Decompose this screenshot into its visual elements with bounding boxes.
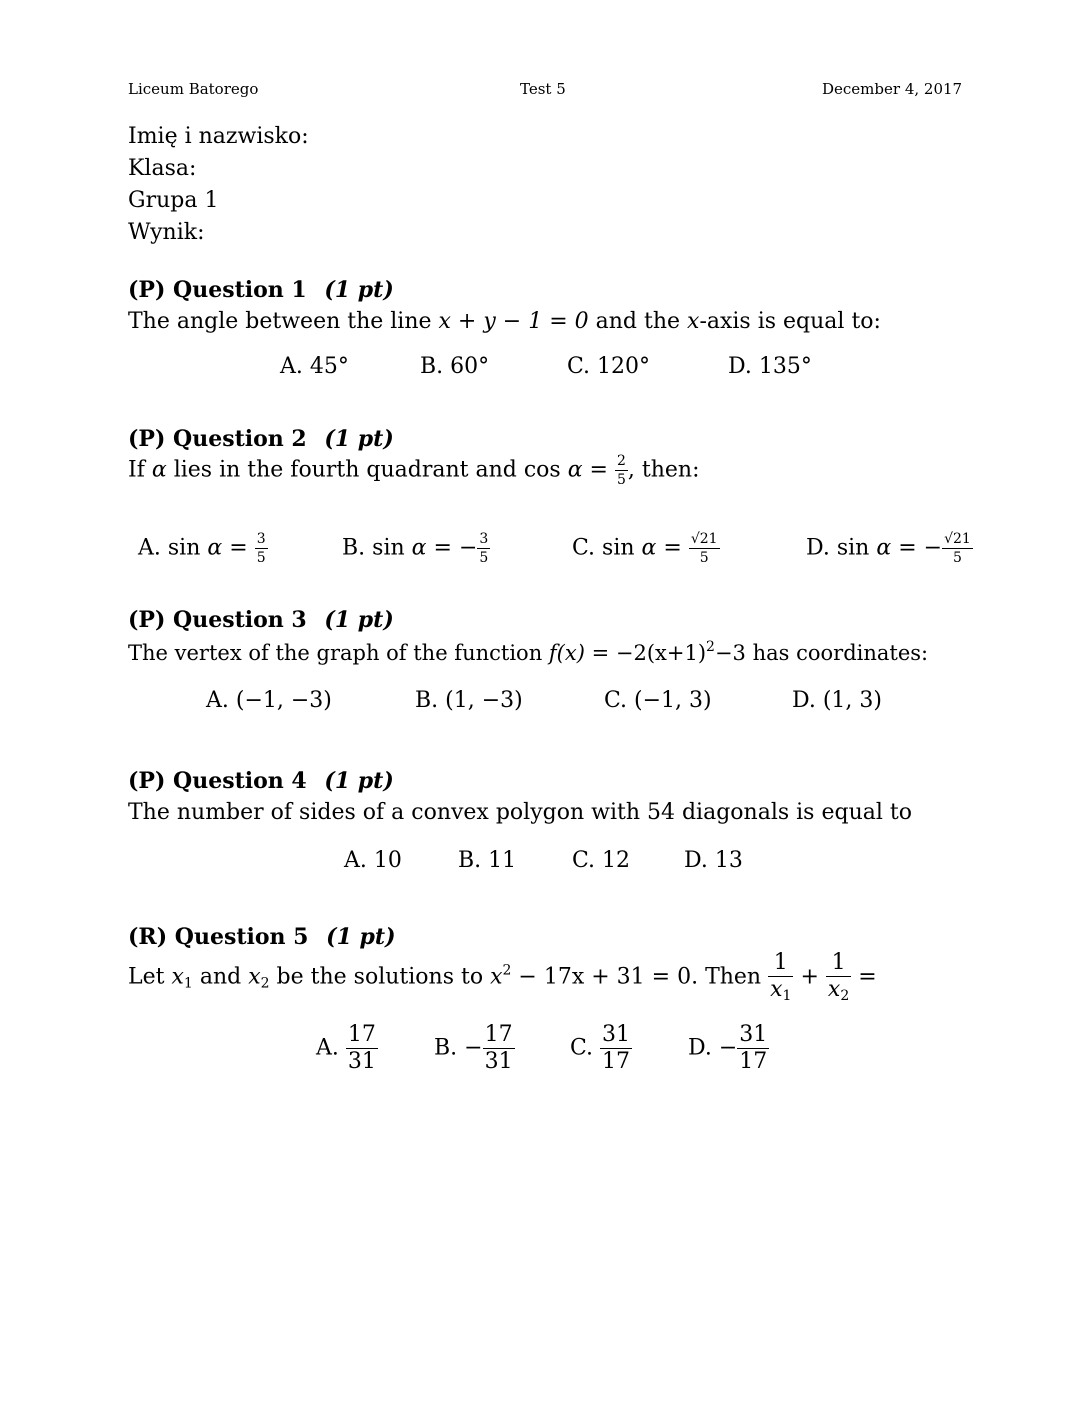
q5-sub2: 2 (260, 975, 270, 992)
q3-option-a: A. (−1, −3) (206, 688, 332, 713)
question-level: (P) (128, 277, 166, 303)
q5-option-a (316, 1024, 378, 1073)
option-alpha: α (876, 535, 892, 561)
question-points: (1 pt) (324, 277, 394, 303)
q1-axis: x (687, 309, 700, 334)
question-3-text (128, 639, 928, 665)
q2-equals: = (589, 457, 608, 483)
option-alpha: α (207, 535, 223, 561)
question-points: (1 pt) (324, 607, 394, 633)
option-sign: − (923, 535, 943, 561)
option-letter: A. (138, 535, 161, 561)
option-equals: = (898, 535, 917, 561)
q5-option-c (570, 1024, 632, 1073)
q2-option-c (572, 532, 720, 565)
option-letter: D. (806, 535, 830, 561)
fraction-denominator: 5 (699, 550, 709, 566)
q5-den-x: x (827, 977, 841, 1002)
fraction-numerator: 1 (768, 952, 793, 977)
q5-and: and (199, 964, 242, 990)
option-sin: sin (602, 535, 635, 561)
option-fraction (737, 1024, 769, 1073)
header-date: December 4, 2017 (822, 80, 963, 98)
q1-option-a: A. 45° (280, 354, 349, 379)
fraction-numerator: 31 (602, 1022, 631, 1047)
option-sign: − (464, 1035, 483, 1061)
question-name: Question 5 (174, 924, 309, 950)
q2-alpha-2: α (567, 457, 583, 483)
q1-option-b: B. 60° (420, 354, 490, 379)
q1-option-c: C. 120° (567, 354, 651, 379)
question-2-text (128, 454, 700, 487)
option-sign: − (458, 535, 478, 561)
question-4-title (128, 768, 394, 794)
header-school: Liceum Batorego (128, 80, 259, 98)
fraction-denominator: 17 (739, 1049, 768, 1074)
q5-option-d (688, 1024, 769, 1073)
question-level: (P) (128, 768, 166, 794)
fraction-denominator (826, 977, 851, 1003)
option-fraction (600, 1024, 632, 1073)
fraction-numerator: 3 (479, 531, 489, 547)
q3-text-a: The vertex of the graph of the function (128, 641, 543, 665)
q2-alpha: α (151, 457, 167, 483)
option-sin: sin (167, 535, 201, 561)
option-letter: C. (572, 535, 596, 561)
question-name: Question 3 (173, 607, 307, 633)
fraction-denominator: 31 (347, 1049, 376, 1074)
fraction-numerator: 3 (256, 531, 266, 547)
q2-option-b (342, 532, 490, 565)
q5-eq-exp: 2 (502, 962, 512, 979)
q5-equals: = (858, 964, 877, 990)
q4-option-b: B. 11 (458, 848, 517, 873)
fraction-denominator: 5 (479, 550, 489, 566)
group-label: Grupa 1 (128, 188, 219, 213)
question-5-title (128, 924, 396, 950)
question-level: (R) (128, 924, 168, 950)
q5-text-b: be the solutions to (276, 964, 484, 990)
q1-equation: x + y − 1 = 0 (438, 309, 589, 334)
q2-fraction (615, 454, 628, 487)
fraction-numerator: √21 (944, 531, 971, 547)
class-label: Klasa: (128, 156, 197, 181)
header-test: Test 5 (520, 80, 566, 98)
q5-text-a: Let (128, 964, 165, 990)
option-sign: − (718, 1035, 738, 1061)
option-letter: B. (434, 1035, 458, 1061)
fraction-numerator: 31 (739, 1022, 768, 1047)
q4-option-c: C. 12 (572, 848, 631, 873)
fraction-numerator: 17 (347, 1022, 376, 1047)
question-name: Question 2 (173, 426, 307, 452)
fraction-denominator: 17 (602, 1049, 631, 1074)
q5-den-sub: 2 (840, 988, 850, 1004)
question-name: Question 1 (173, 277, 307, 303)
q3-rhs2: −3 (714, 641, 746, 665)
question-level: (P) (128, 426, 166, 452)
q3-option-b: B. (1, −3) (415, 688, 523, 713)
fraction-numerator: √21 (690, 531, 718, 547)
option-letter: D. (688, 1035, 712, 1061)
option-fraction (346, 1024, 378, 1073)
option-fraction (477, 532, 490, 565)
question-points: (1 pt) (324, 426, 394, 452)
q5-frac-1 (768, 952, 793, 1003)
q4-option-d: D. 13 (684, 848, 743, 873)
q3-text-b: has coordinates: (752, 641, 929, 665)
option-alpha: α (411, 535, 427, 561)
q1-option-d: D. 135° (728, 354, 812, 379)
option-alpha: α (641, 535, 657, 561)
q3-exponent: 2 (706, 639, 715, 655)
option-equals: = (433, 535, 452, 561)
option-fraction (255, 532, 268, 565)
q5-eq-x: x (490, 964, 503, 990)
q1-text-c: -axis is equal to: (699, 309, 881, 334)
fraction-numerator: 17 (484, 1022, 513, 1047)
q2-text-b: lies in the fourth quadrant and cos (173, 457, 561, 483)
option-sin: sin (836, 535, 870, 561)
option-equals: = (229, 535, 248, 561)
fraction-denominator: 5 (953, 550, 962, 566)
option-equals: = (663, 535, 682, 561)
q4-option-a: A. 10 (344, 848, 402, 873)
q5-option-b (434, 1024, 515, 1073)
q5-x2: x (248, 964, 261, 990)
option-fraction (689, 532, 720, 565)
q5-x1: x (171, 964, 184, 990)
q5-den-sub: 1 (782, 988, 792, 1004)
q2-text-a: If (128, 457, 145, 483)
option-sin: sin (372, 535, 405, 561)
question-2-title (128, 426, 394, 452)
q3-fx: f(x) (548, 641, 585, 665)
question-points: (1 pt) (324, 768, 394, 794)
option-fraction (942, 532, 973, 565)
score-label: Wynik: (128, 220, 205, 245)
question-points: (1 pt) (326, 924, 396, 950)
q5-sub1: 1 (183, 975, 193, 992)
name-label: Imię i nazwisko: (128, 124, 309, 149)
option-letter: B. (342, 535, 366, 561)
fraction-denominator: 31 (484, 1049, 513, 1074)
q1-text-a: The angle between the line (128, 309, 432, 334)
option-letter: C. (570, 1035, 594, 1061)
q3-rhs: = −2(x+1) (591, 641, 707, 665)
q5-den-x: x (770, 977, 783, 1002)
q5-plus: + (800, 964, 819, 990)
q2-text-c: , then: (627, 457, 700, 483)
q5-eq-b: − 17x + 31 = 0. Then (518, 964, 762, 990)
question-3-title (128, 607, 394, 633)
fraction-denominator: 5 (616, 472, 626, 488)
question-1-title (128, 277, 394, 303)
question-4-text: The number of sides of a convex polygon with 54 diagonals is equal to (128, 800, 912, 825)
question-level: (P) (128, 607, 166, 633)
q3-option-c: C. (−1, 3) (604, 688, 712, 713)
option-letter: A. (316, 1035, 339, 1061)
option-fraction (483, 1024, 515, 1073)
fraction-denominator (768, 977, 793, 1003)
question-1-text (128, 309, 881, 334)
fraction-numerator: 1 (826, 952, 851, 977)
fraction-denominator: 5 (256, 550, 266, 566)
fraction-numerator: 2 (616, 453, 626, 469)
q5-frac-2 (826, 952, 851, 1003)
q3-option-d: D. (1, 3) (792, 688, 882, 713)
q2-option-a (138, 532, 268, 565)
question-5-text (128, 952, 877, 1003)
q2-option-d (806, 532, 973, 565)
q1-text-b: and the (595, 309, 681, 334)
question-name: Question 4 (173, 768, 307, 794)
